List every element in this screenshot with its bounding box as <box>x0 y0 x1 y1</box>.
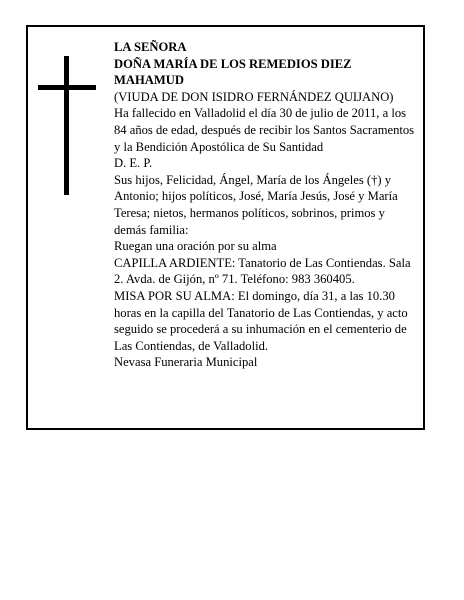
prayer-request: Ruegan una oración por su alma <box>114 239 277 254</box>
funeral-home: Nevasa Funeraria Municipal <box>114 355 258 370</box>
rest-in-peace: D. E. P. <box>114 156 153 171</box>
mass-info: MISA POR SU ALMA: El domingo, día 31, a las 10.30 horas en la capilla del Tanatorio de Las Contiendas, y acto seguido se procederá a su inhumación en el cementerio de Las Contiendas, de Valladolid. <box>114 288 408 353</box>
cross-vertical-bar <box>64 56 69 195</box>
chapel-info: CAPILLA ARDIENTE: Tanatorio de Las Contiendas. Sala 2. Avda. de Gijón, nº 71. Teléfono: 983 360405. <box>114 255 411 287</box>
widow-line: (VIUDA DE DON ISIDRO FERNÁNDEZ QUIJANO) <box>114 89 394 104</box>
cross-horizontal-bar <box>38 85 96 90</box>
family-paragraph: Sus hijos, Felicidad, Ángel, María de los Ángeles (†) y Antonio; hijos políticos, José, María Jesús, José y María Teresa; nietos, hermanos políticos, sobrinos, primos y demás familia: <box>114 172 398 237</box>
deceased-name: DOÑA MARÍA DE LOS REMEDIOS DIEZ MAHAMUD <box>114 56 352 88</box>
notice-title: LA SEÑORA <box>114 40 187 54</box>
death-paragraph: Ha fallecido en Valladolid el día 30 de julio de 2011, a los 84 años de edad, después de recibir los Santos Sacramentos y la Bendición Apostólica de Su Santidad <box>114 106 415 154</box>
notice-body <box>114 39 418 371</box>
